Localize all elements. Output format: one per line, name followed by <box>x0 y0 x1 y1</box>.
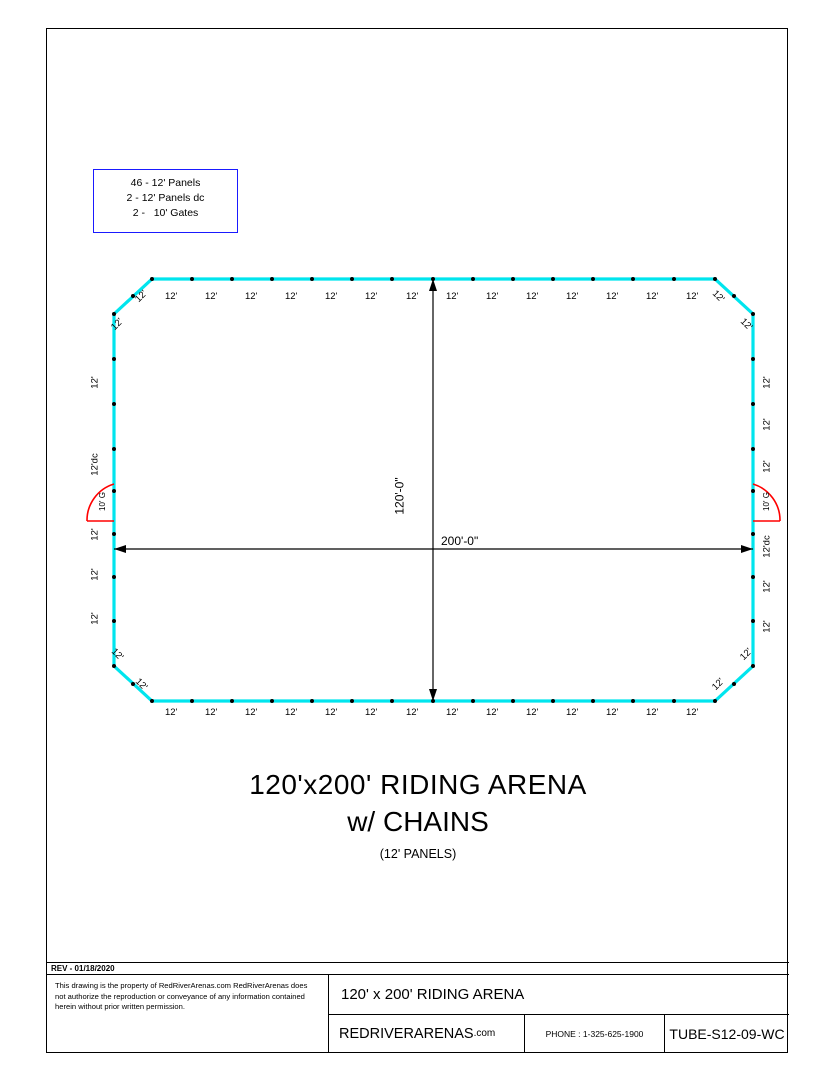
panel-label-right-3: 12' <box>761 460 773 473</box>
panel-label-corner-bl-2: 12' <box>132 676 150 693</box>
panel-label-bottom-10: 12' <box>526 707 539 718</box>
legend-line-1: 46 - 12' Panels <box>130 177 201 189</box>
drawing-sheet <box>46 28 788 1053</box>
revision-row <box>47 962 789 975</box>
panel-label-bottom-8: 12' <box>446 707 459 718</box>
panel-label-corner-br-1: 12' <box>737 646 755 663</box>
panel-label-top-11: 12' <box>566 291 579 302</box>
panel-label-bottom-9: 12' <box>486 707 499 718</box>
panel-label-left-1: 12' <box>89 376 101 389</box>
panel-label-top-2: 12' <box>205 291 218 302</box>
panel-label-bottom-11: 12' <box>566 707 579 718</box>
panel-label-left-2: 12' <box>89 528 101 541</box>
panel-label-corner-tr-1: 12' <box>709 288 727 305</box>
panel-label-corner-br-2: 12' <box>709 676 727 693</box>
panel-label-top-12: 12' <box>606 291 619 302</box>
panel-label-corner-tl-1: 12' <box>132 288 150 305</box>
title-block-right <box>329 975 789 1052</box>
legend-line-2: 2 - 12' Panels dc <box>126 192 205 204</box>
panel-label-top-13: 12' <box>646 291 659 302</box>
panel-label-bottom-12: 12' <box>606 707 619 718</box>
panel-label-top-3: 12' <box>245 291 258 302</box>
page-title-note: (12' PANELS) <box>379 847 457 861</box>
panel-label-right-5: 12' <box>761 620 773 633</box>
dimension-lines <box>114 279 753 701</box>
panel-label-right-2: 12' <box>761 418 773 431</box>
panel-label-bottom-14: 12' <box>686 707 699 718</box>
title-block-bottom-row <box>329 1015 789 1052</box>
panel-label-bottom-5: 12' <box>325 707 338 718</box>
panel-label-top-14: 12' <box>686 291 699 302</box>
panel-label-left-dc: 12'dc <box>89 453 101 476</box>
arena-diagram <box>47 29 789 1054</box>
panel-label-bottom-4: 12' <box>285 707 298 718</box>
brand-name: REDRIVERARENAS <box>339 1025 474 1042</box>
legend-line-3: 2 - 10' Gates <box>132 207 199 219</box>
brand-cell <box>329 1015 525 1052</box>
panel-label-bottom-3: 12' <box>245 707 258 718</box>
title-block <box>47 975 789 1052</box>
disclaimer-cell <box>47 975 329 1052</box>
panel-label-top-8: 12' <box>446 291 459 302</box>
drawing-title: 120' x 200' RIDING ARENA <box>329 975 789 1015</box>
panel-label-top-5: 12' <box>325 291 338 302</box>
panel-label-bottom-1: 12' <box>165 707 178 718</box>
panel-label-bottom-6: 12' <box>365 707 378 718</box>
panel-label-bottom-13: 12' <box>646 707 659 718</box>
panel-label-right-4: 12' <box>761 580 773 593</box>
panel-label-right-dc: 12'dc <box>761 535 773 558</box>
dimension-width-label: 200'-0" <box>437 534 482 548</box>
phone-cell: PHONE : 1-325-625-1900 <box>525 1015 665 1052</box>
dimension-height-label: 120'-0" <box>393 473 407 518</box>
panel-label-bottom-7: 12' <box>406 707 419 718</box>
gate-label-left: 10' G <box>97 492 107 511</box>
gate-label-right: 10' G <box>761 492 771 511</box>
panel-label-bottom-2: 12' <box>205 707 218 718</box>
part-number-cell: TUBE-S12-09-WC <box>669 1025 785 1042</box>
panel-label-corner-bl-1: 12' <box>108 646 126 663</box>
panel-label-right-1: 12' <box>761 376 773 389</box>
page-subtitle: w/ CHAINS <box>347 806 489 837</box>
panel-label-top-4: 12' <box>285 291 298 302</box>
disclaimer-text: This drawing is the property of RedRiverArenas.com RedRiverArenas does not authorize the reproduction or conveyance of any information contained herein without prior written permission. <box>55 981 308 1011</box>
panel-label-top-10: 12' <box>526 291 539 302</box>
panel-label-top-7: 12' <box>406 291 419 302</box>
panel-label-top-6: 12' <box>365 291 378 302</box>
panel-label-left-3: 12' <box>89 568 101 581</box>
panel-label-corner-tl-2: 12' <box>108 316 126 333</box>
panel-label-corner-tr-2: 12' <box>737 316 755 333</box>
revision-text: REV - 01/18/2020 <box>51 964 115 973</box>
panel-label-top-1: 12' <box>165 291 178 302</box>
page-title: 120'x200' RIDING ARENA <box>249 769 587 800</box>
panel-label-left-4: 12' <box>89 612 101 625</box>
panel-label-top-9: 12' <box>486 291 499 302</box>
brand-suffix: .com <box>473 1028 496 1039</box>
